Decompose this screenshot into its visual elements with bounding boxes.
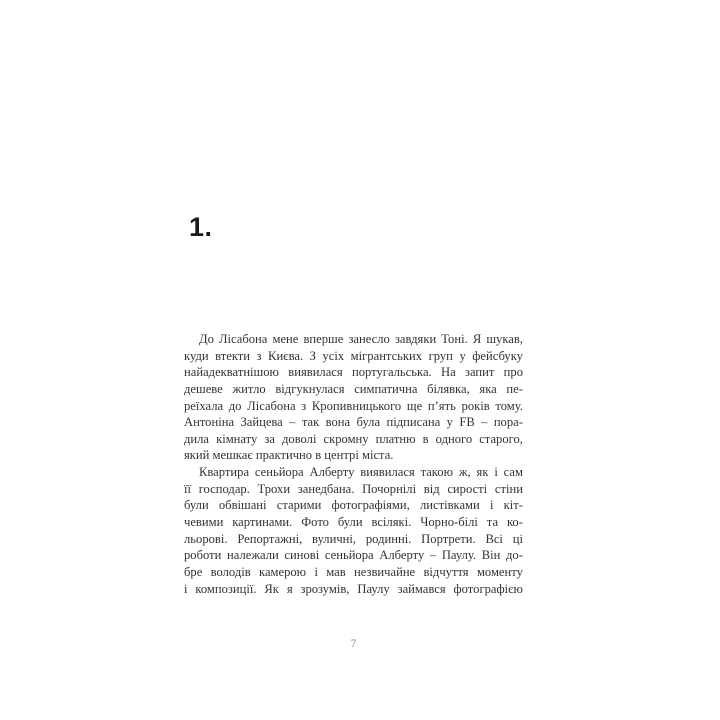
word: зрозумів, (300, 581, 350, 596)
word: шукав, (486, 332, 523, 346)
word: господар. (198, 481, 250, 496)
word: тому. (495, 398, 523, 413)
word: чевими (184, 515, 224, 530)
word: дила (184, 431, 210, 446)
text-line (184, 581, 523, 598)
text-line (184, 364, 523, 381)
word: фотографією (453, 581, 523, 596)
word: Кропивницького (311, 398, 402, 413)
word: ж, (458, 465, 471, 480)
word: були (184, 498, 209, 513)
word: ще (406, 398, 423, 413)
word: платню (375, 431, 416, 446)
word: Він (481, 548, 501, 563)
word: пе- (506, 381, 523, 396)
word: з (256, 348, 262, 363)
word: – (481, 415, 488, 430)
word: старого, (479, 431, 523, 446)
word: фотографіями, (331, 498, 410, 513)
text-line (184, 331, 523, 348)
word: картинами. (232, 515, 293, 530)
word: і (314, 564, 318, 579)
word: житло (232, 381, 266, 396)
word: Паулу (357, 581, 390, 596)
word: кіт- (503, 498, 523, 513)
word: від (423, 481, 440, 496)
word: так (301, 415, 320, 430)
word: льорові. (184, 531, 228, 546)
word: FB (459, 415, 475, 430)
word: вуличні, (312, 531, 357, 546)
word: камерою (259, 564, 307, 579)
word: і (184, 581, 188, 596)
word: виявилася (288, 365, 343, 380)
word: мене (272, 332, 299, 346)
word: виявилася (360, 465, 415, 480)
text-line (184, 547, 523, 564)
word: Чорно-білі (420, 515, 478, 530)
word: пора- (493, 415, 523, 430)
word: і (494, 465, 498, 480)
word: сеньйора (254, 465, 304, 480)
word: про (503, 365, 523, 380)
text-line (184, 381, 523, 398)
word: такою (420, 465, 453, 480)
word: була (356, 415, 381, 430)
word: синові (284, 548, 320, 563)
word: Паулу. (441, 548, 477, 563)
word: білявка, (427, 381, 470, 396)
text-line (184, 414, 523, 431)
word: Алберту (309, 465, 355, 480)
word: і (489, 498, 494, 513)
word: Репортажні, (237, 531, 303, 546)
word: та (486, 515, 499, 530)
word: – (429, 548, 437, 563)
word: п’ять (427, 398, 456, 413)
word: мігрантських (350, 348, 423, 363)
text-line: який мешкає практично в центрі міста. (184, 448, 394, 463)
text-line (184, 497, 523, 514)
word: доволі (281, 431, 317, 446)
word: скромну (323, 431, 369, 446)
word: Я (472, 332, 482, 346)
word: мав (326, 564, 346, 579)
word: груп (428, 348, 453, 363)
word: симпатична (354, 381, 418, 396)
word: Трохи (257, 481, 291, 496)
word: Як (264, 581, 279, 596)
body-text (184, 331, 523, 597)
word: втекти (215, 348, 251, 363)
word: всілякі. (371, 515, 412, 530)
word: належали (227, 548, 279, 563)
word: завдяки (394, 332, 437, 346)
word: Тоні. (441, 332, 468, 346)
word: – (289, 415, 296, 430)
word: Лісабона (247, 398, 296, 413)
word: До (199, 332, 214, 346)
word: ко- (506, 515, 523, 530)
word: вона (325, 415, 351, 430)
word: Києва. (268, 348, 304, 363)
word: як (476, 465, 489, 480)
word: занедбана. (297, 481, 355, 496)
word: Портрети. (421, 531, 476, 546)
word: вперше (303, 332, 344, 346)
word: підписана (386, 415, 441, 430)
text-line (184, 514, 523, 531)
word: її (184, 481, 191, 496)
word: На (440, 365, 456, 380)
word: володів (210, 564, 251, 579)
word: бре (184, 564, 203, 579)
word: сам (503, 465, 523, 480)
word: листівками (419, 498, 480, 513)
word: найадекватнішою (184, 365, 279, 380)
page-number: 7 (350, 638, 357, 650)
word: дешеве (184, 381, 223, 396)
word: років (461, 398, 490, 413)
word: Всі (485, 531, 503, 546)
text-line (184, 564, 523, 581)
word: старими (276, 498, 322, 513)
word: Зайцева (240, 415, 283, 430)
word: за (264, 431, 275, 446)
word: у (446, 415, 453, 430)
word: сеньйора (324, 548, 374, 563)
word: відгукнулася (275, 381, 345, 396)
word: Квартира (199, 465, 250, 480)
word: стіни (494, 481, 523, 496)
word: я (286, 581, 293, 596)
text-line (184, 531, 523, 548)
word: фейсбуку (472, 348, 523, 363)
word: сирості (447, 481, 488, 496)
word: З (309, 348, 316, 363)
word: обвішані (218, 498, 267, 513)
word: кімнату (216, 431, 258, 446)
word: до (228, 398, 242, 413)
word: Лісабона (218, 332, 268, 346)
word: роботи (184, 548, 222, 563)
word: незвичайне (354, 564, 416, 579)
text-line (184, 348, 523, 365)
word: одного (435, 431, 473, 446)
word: в (422, 431, 429, 446)
word: усіх (322, 348, 345, 363)
word: Антоніна (184, 415, 235, 430)
chapter-number: 1. (189, 212, 213, 242)
word: реїхала (184, 398, 224, 413)
word: у (459, 348, 466, 363)
word: занесло (348, 332, 390, 346)
word: моменту (476, 564, 523, 579)
word: Фото (301, 515, 329, 530)
word: займався (397, 581, 446, 596)
word: португальська. (351, 365, 432, 380)
word: запит (464, 365, 495, 380)
word: ці (512, 531, 523, 546)
word: з (301, 398, 307, 413)
word: відчуття (423, 564, 469, 579)
word: до- (506, 548, 523, 563)
word: Почорнілі (362, 481, 417, 496)
word: композиції. (195, 581, 257, 596)
word: куди (184, 348, 209, 363)
text-line (184, 464, 523, 481)
word: родинні. (365, 531, 412, 546)
text-line (184, 481, 523, 498)
text-line (184, 431, 523, 448)
word: Алберту (379, 548, 425, 563)
word: яка (479, 381, 497, 396)
word: були (337, 515, 363, 530)
text-line (184, 398, 523, 415)
